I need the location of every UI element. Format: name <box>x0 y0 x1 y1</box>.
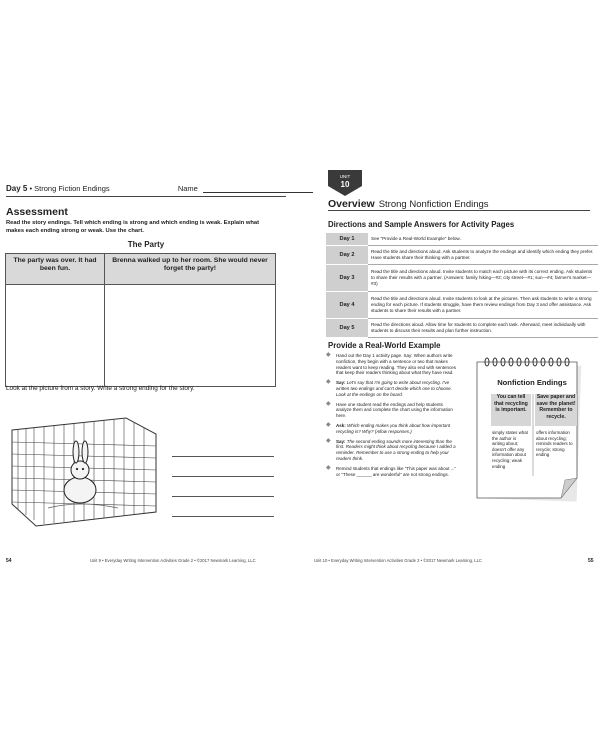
assessment-instructions: Read the story endings. Tell which ending is strong and which ending is weak. Explain what makes each ending strong or weak. Use the chart. <box>6 220 260 234</box>
unit-tab <box>328 170 362 196</box>
notebook-title: Nonfiction Endings <box>497 378 567 387</box>
write-line-1[interactable] <box>172 456 274 457</box>
assessment-heading: Assessment <box>6 206 68 218</box>
overview-label: Overview <box>328 198 375 210</box>
list-item: ◆ Say: Let's say that I'm going to write about recycling. I've written two endings and can't decide which one to choose. Look at the endings on the board. <box>326 380 458 397</box>
picture-prompt: Look at the picture from a story. Write a strong ending for the story. <box>6 385 195 392</box>
table-row <box>326 319 598 338</box>
day-cell: Day 5 <box>326 319 368 338</box>
table-row <box>326 246 598 265</box>
table-row <box>326 233 598 246</box>
example-bullets <box>326 353 458 481</box>
overview-title: Strong Nonfiction Endings <box>378 199 489 210</box>
page-footer: Unit 10 • Everyday Writing Intervention Activities Grade 2 • ©2017 Newmark Learning, LLC <box>314 558 482 563</box>
page-number: 55 <box>588 558 594 564</box>
page-footer: Unit 9 • Everyday Writing Intervention Activities Grade 2 • ©2017 Newmark Learning, LLC <box>90 558 256 563</box>
unit-number: 10 <box>340 180 350 189</box>
unit-label: UNIT <box>339 174 351 179</box>
list-item: ◆ Remind students that endings like "This paper was about ..." or "These ______ are wonderful" are not strong endings. <box>326 466 458 478</box>
name-line[interactable] <box>203 184 313 193</box>
right-page <box>308 160 600 570</box>
day-title: Strong Fiction Endings <box>34 184 110 193</box>
directions-heading: Directions and Sample Answers for Activity Pages <box>328 220 515 229</box>
ending-1: The party was over. It had been fun. <box>6 254 105 285</box>
ending-2: Brenna walked up to her room. She would never forget the party! <box>104 254 275 285</box>
list-item: ◆ Say: The second ending sounds more interesting than the first. Readers might think about recycling because I added a reminder. Remember to use a strong ending to help your readers think. <box>326 439 458 462</box>
days-table <box>326 233 598 338</box>
example-heading: Provide a Real-World Example <box>328 341 441 350</box>
notebook-col1-head: You can tell that recycling is important. <box>494 394 528 413</box>
table-row <box>326 265 598 292</box>
rabbit-in-cage-illustration <box>8 408 160 528</box>
endings-chart <box>5 253 276 387</box>
write-line-4[interactable] <box>172 516 274 517</box>
write-line-3[interactable] <box>172 496 274 497</box>
day-text: See "Provide a Real-World Example" below. <box>368 233 598 246</box>
day-text: Read the title and directions aloud. Invite students to match each picture with its correct ending. Ask students to share their results with a partner. (Answers: family hiking—#2; city street—#1; sun—#4; farmer's market—#3) <box>368 265 598 292</box>
answer-cell-1[interactable] <box>6 285 105 387</box>
overview-rule <box>328 210 590 211</box>
day-header: Day 5 • Strong Fiction Endings Name <box>6 184 313 193</box>
day-cell: Day 3 <box>326 265 368 292</box>
day-text: Read the title and directions aloud. Invite students to look at the pictures. Then ask students to write a strong ending for each picture. If students struggle, have them review endings from Day 3 and offer assistance. Ask students to share their results with a partner. <box>368 292 598 319</box>
list-item: ◆ Ask: Which ending makes you think about how important recycling is? Why? (Allow responses.) <box>326 423 458 435</box>
notebook-col2-head: Save paper and save the planet! Remember to recycle. <box>536 394 576 420</box>
day-text: Read the title and directions aloud. Ask students to analyze the endings and identify which ending they prefer. Have students share their thinking with a partner. <box>368 246 598 265</box>
day-cell: Day 2 <box>326 246 368 265</box>
answer-cell-2[interactable] <box>104 285 275 387</box>
header-rule <box>6 196 286 197</box>
notebook-col2-body: offers information about recycling; reminds readers to recycle; strong ending <box>536 430 573 458</box>
day-text: Read the directions aloud. Allow time for students to complete each task. Afterward, meet individually with students to discuss their results and plan further instruction. <box>368 319 598 338</box>
table-row <box>326 292 598 319</box>
day-cell: Day 1 <box>326 233 368 246</box>
list-item: ◆ Have one student read the endings and help students analyze them and complete the chart using the information here. <box>326 402 458 419</box>
story-title: The Party <box>127 240 165 249</box>
left-page <box>0 160 292 570</box>
notebook-col1-body: simply states what the author is writing about; doesn't offer any information about recycling; weak ending <box>492 430 528 469</box>
page-number: 54 <box>6 558 12 564</box>
day-label: Day 5 <box>6 184 28 193</box>
list-item: ◆ Hand out the Day 1 activity page. Say: When authors write nonfiction, they begin with a sentence or two that makes readers want to keep reading. They also end with sentences that keep their readers thinking about what they have read. <box>326 353 458 376</box>
write-line-2[interactable] <box>172 476 274 477</box>
name-label: Name <box>177 184 198 193</box>
day-cell: Day 4 <box>326 292 368 319</box>
